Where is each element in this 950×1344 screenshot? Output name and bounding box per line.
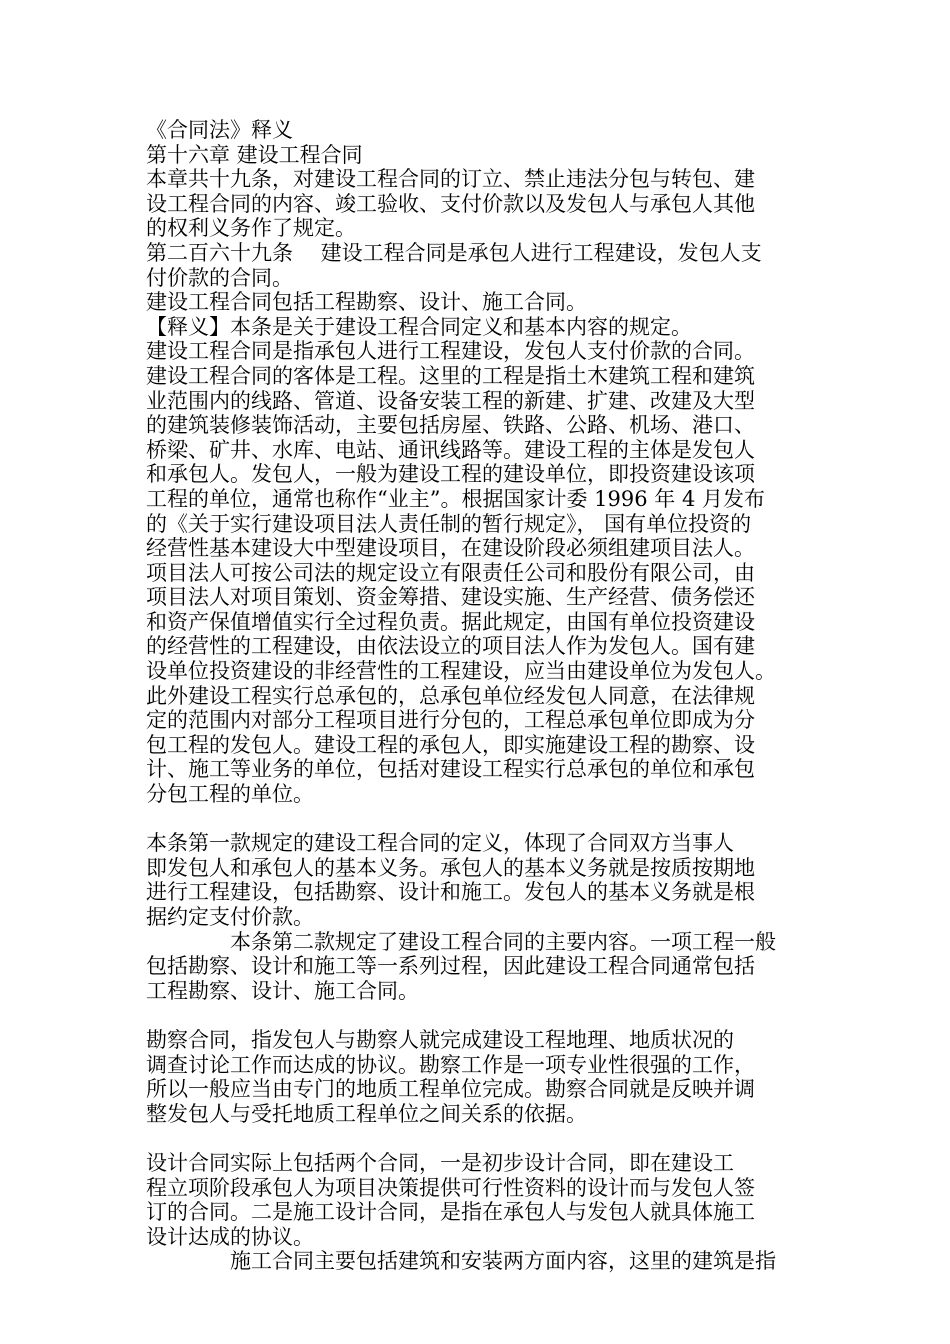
blank-line	[146, 807, 816, 832]
text-line: 进行工程建设，包括勘察、设计和施工。发包人的基本义务就是根	[146, 880, 755, 905]
text-line: 建设工程合同的客体是工程。这里的工程是指土木建筑工程和建筑	[146, 363, 755, 388]
text-line: 经营性基本建设大中型建设项目，在建设阶段必须组建项目法人。	[146, 536, 755, 561]
text-line: 的权利义务作了规定。	[146, 216, 356, 241]
document-title: 《合同法》释义	[146, 118, 293, 142]
text-line: 本条第一款规定的建设工程合同的定义，体现了合同双方当事人	[146, 831, 734, 856]
text-line: 计、施工等业务的单位，包括对建设工程实行总承包的单位和承包	[146, 757, 755, 782]
text-line: 程立项阶段承包人为项目决策提供可行性资料的设计而与发包人签	[146, 1175, 755, 1200]
commentary-heading: 【释义】本条是关于建设工程合同定义和基本内容的规定。	[146, 314, 692, 339]
text-line: 勘察合同，指发包人与勘察人就完成建设工程地理、地质状况的	[146, 1027, 734, 1052]
text-line: 工程勘察、设计、施工合同。	[146, 978, 419, 1003]
chapter-heading: 第十六章 建设工程合同	[146, 142, 363, 167]
text-line: 据约定支付价款。	[146, 905, 314, 929]
text-line: 设工程合同的内容、竣工验收、支付价款以及发包人与承包人其他	[146, 191, 755, 216]
text-line: 所以一般应当由专门的地质工程单位完成。勘察合同就是反映并调	[146, 1077, 755, 1102]
blank-line	[146, 1126, 816, 1151]
text-line: 设单位投资建设的非经营性的工程建设，应当由建设单位为发包人。	[146, 659, 776, 684]
text-line: 项目法人对项目策划、资金筹措、建设实施、生产经营、债务偿还	[146, 585, 755, 610]
text-line: 桥梁、矿井、水库、电站、通讯线路等。建设工程的主体是发包人	[146, 437, 755, 462]
text-line: 和资产保值增值实行全过程负责。据此规定，由国有单位投资建设	[146, 609, 755, 634]
text-line: 和承包人。发包人，一般为建设工程的建设单位，即投资建设该项	[146, 462, 755, 487]
text-line: 本章共十九条，对建设工程合同的订立、禁止违法分包与转包、建	[146, 167, 755, 192]
text-line: 包工程的发包人。建设工程的承包人，即实施建设工程的勘察、设	[146, 732, 755, 757]
text-line: 整发包人与受托地质工程单位之间关系的依据。	[146, 1101, 587, 1126]
text-line: 设计达成的协议。	[146, 1224, 314, 1249]
text-line: 包括勘察、设计和施工等一系列过程，因此建设工程合同通常包括	[146, 954, 755, 979]
text-line: 订的合同。二是施工设计合同，是指在承包人与发包人就具体施工	[146, 1200, 755, 1225]
text-line: 的建筑装修装饰活动，主要包括房屋、铁路、公路、机场、港口、	[146, 413, 755, 438]
text-line: 施工合同主要包括建筑和安装两方面内容，这里的建筑是指	[146, 1249, 776, 1274]
text-line: 工程的单位，通常也称作“业主”。根据国家计委 1996 年 4 月发布	[146, 486, 765, 511]
text-line: 建设工程合同是指承包人进行工程建设，发包人支付价款的合同。	[146, 339, 755, 364]
text-line: 即发包人和承包人的基本义务。承包人的基本义务就是按质按期地	[146, 855, 755, 880]
text-line: 调查讨论工作而达成的协议。勘察工作是一项专业性很强的工作，	[146, 1052, 755, 1077]
text-line: 的《关于实行建设项目法人责任制的暂行规定》， 国有单位投资的	[146, 511, 752, 536]
text-line: 分包工程的单位。	[146, 782, 314, 807]
text-line: 设计合同实际上包括两个合同，一是初步设计合同，即在建设工	[146, 1150, 734, 1175]
document-body	[146, 118, 816, 1274]
text-line: 的经营性的工程建设，由依法设立的项目法人作为发包人。国有建	[146, 634, 755, 659]
blank-line	[146, 1003, 816, 1028]
text-line: 业范围内的线路、管道、设备安装工程的新建、扩建、改建及大型	[146, 388, 755, 413]
text-line: 此外建设工程实行总承包的，总承包单位经发包人同意，在法律规	[146, 683, 755, 708]
article-heading: 第二百六十九条 建设工程合同是承包人进行工程建设，发包人支	[146, 240, 762, 265]
text-line: 付价款的合同。	[146, 265, 293, 290]
text-line: 本条第二款规定了建设工程合同的主要内容。一项工程一般	[146, 929, 776, 954]
text-line: 定的范围内对部分工程项目进行分包的，工程总承包单位即成为分	[146, 708, 755, 733]
text-line: 项目法人可按公司法的规定设立有限责任公司和股份有限公司，由	[146, 560, 755, 585]
text-line: 建设工程合同包括工程勘察、设计、施工合同。	[146, 290, 587, 315]
